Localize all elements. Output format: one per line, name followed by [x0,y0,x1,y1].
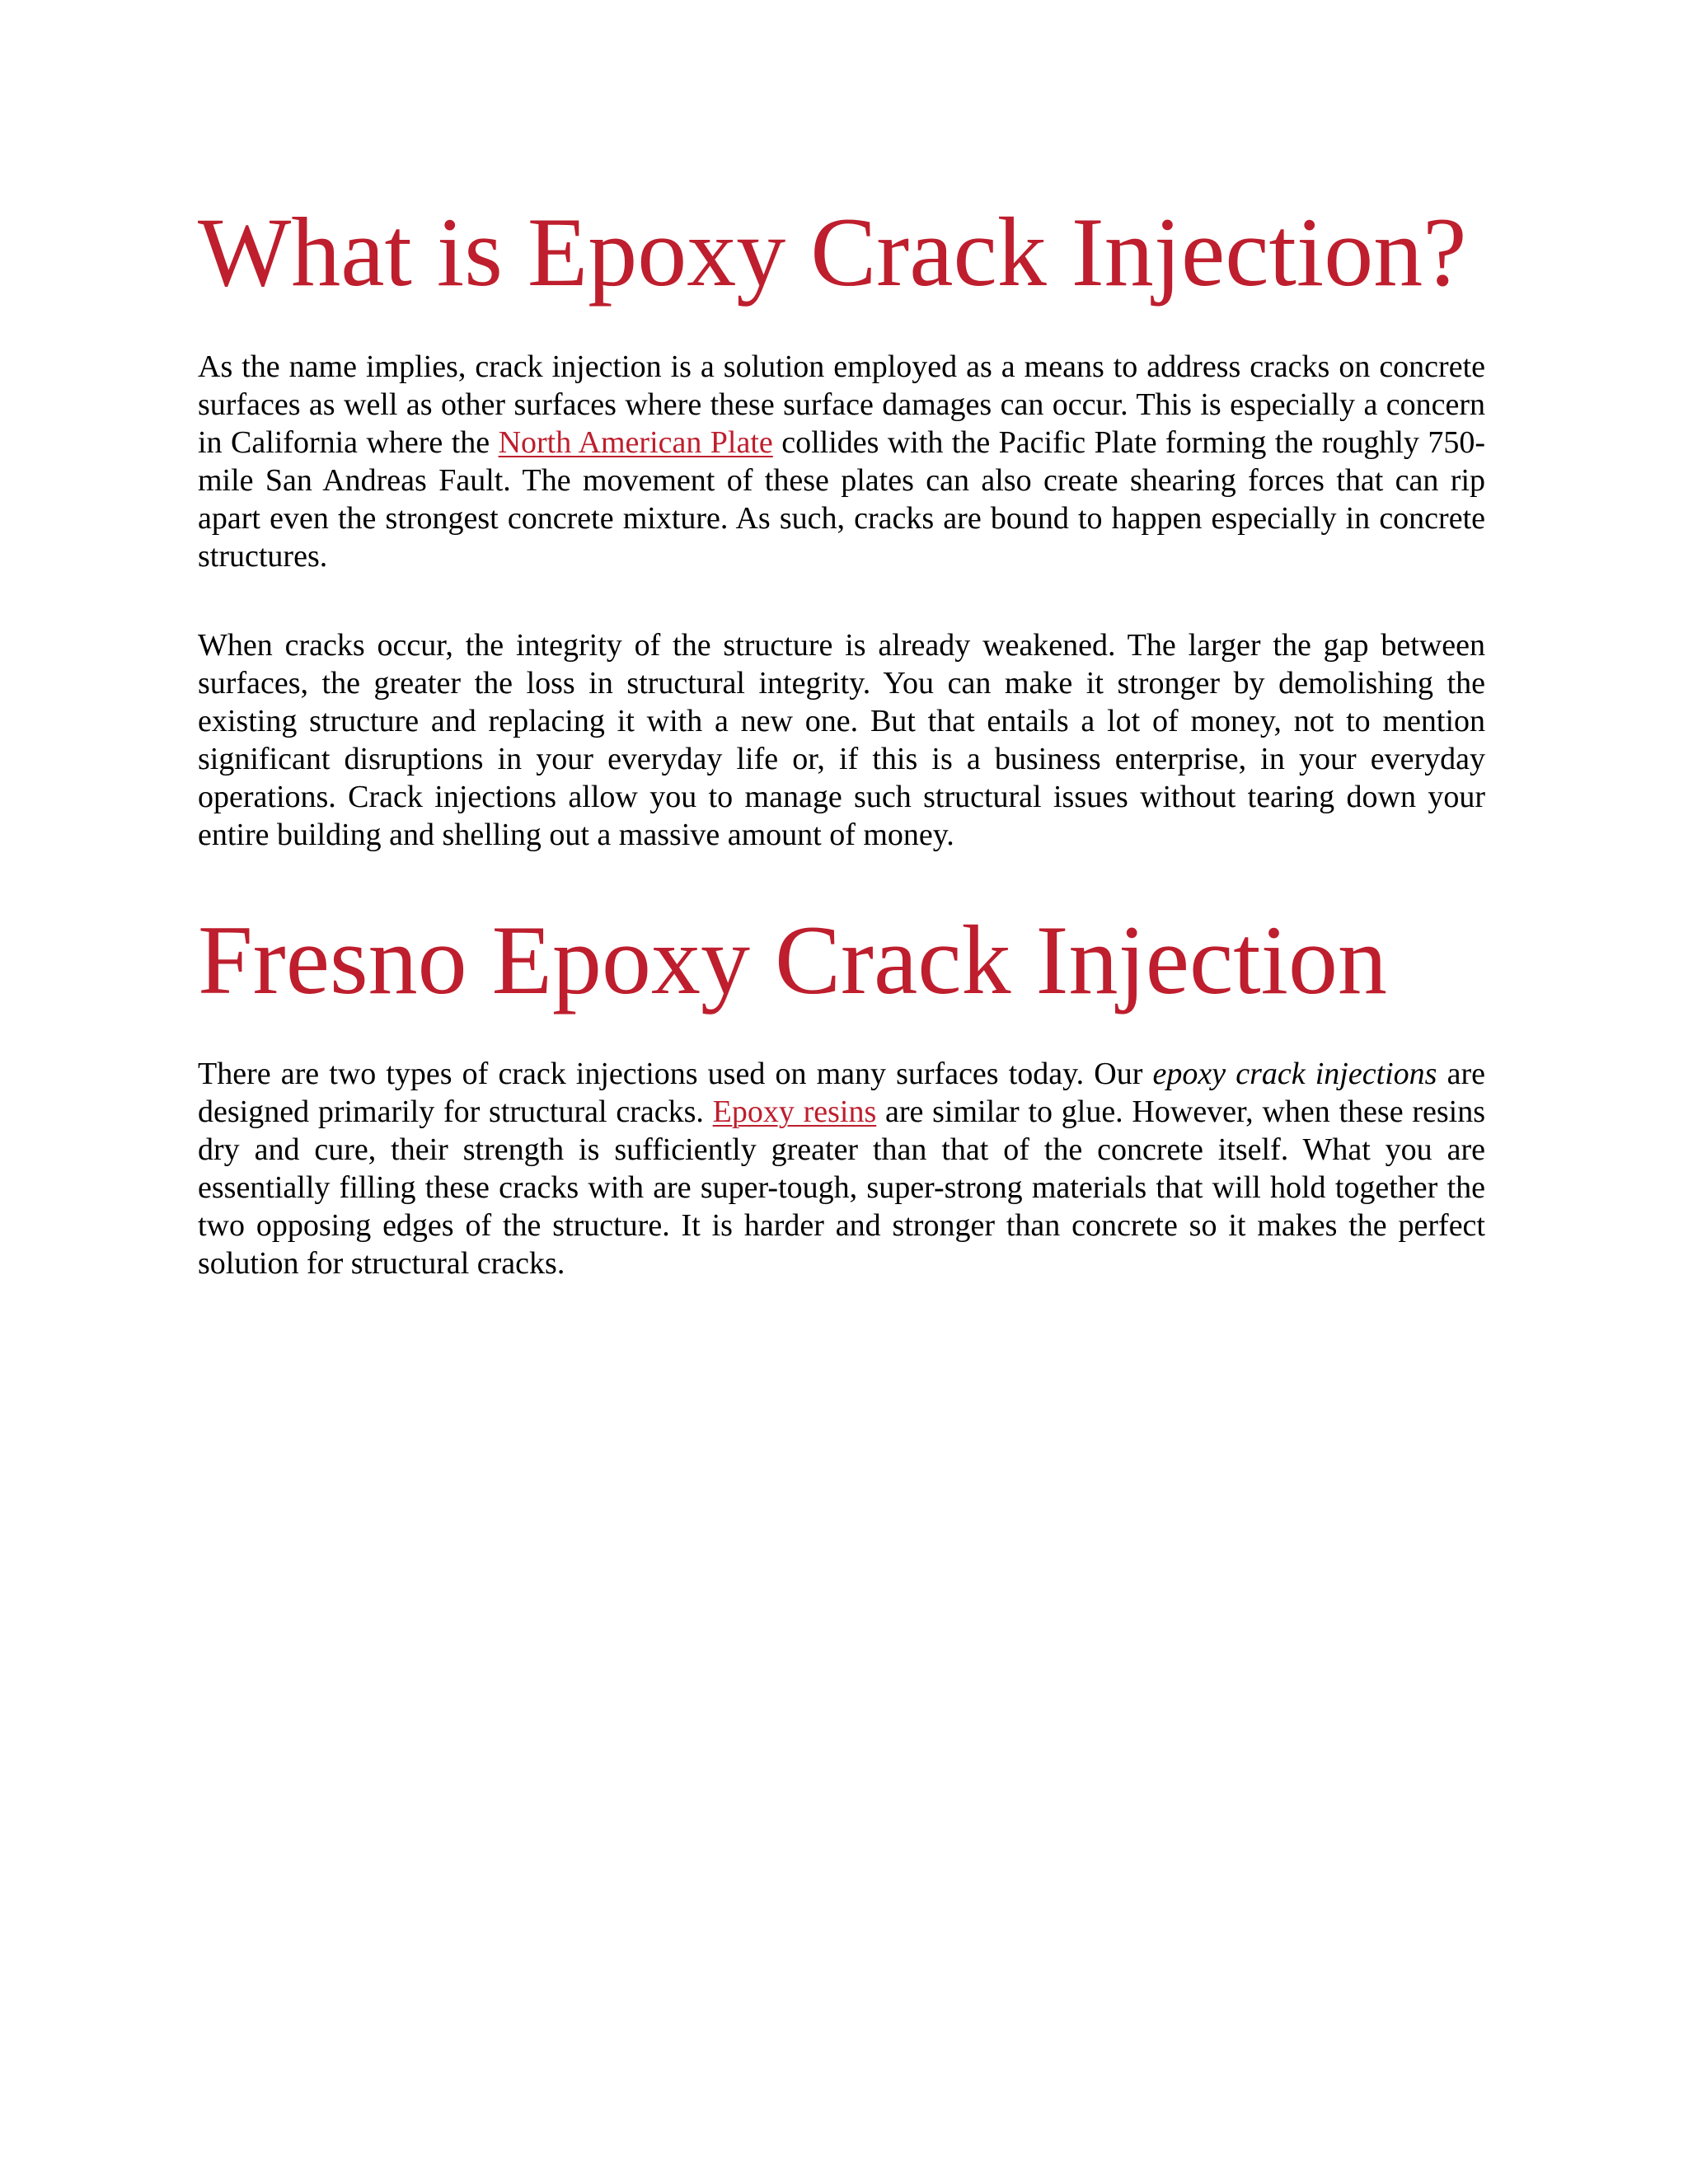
link-north-american-plate[interactable]: North American Plate [498,425,773,460]
heading-what-is-epoxy-crack-injection: What is Epoxy Crack Injection? [198,197,1467,307]
paragraph-intro-text-a: As the name implies, crack injection is a solution employed as a means to address cracks on concrete surfaces as well as other surfaces where these surface damages can occur. This is especially a concern in California where the [198,349,1485,460]
paragraph-intro [198,348,1485,575]
paragraph-intro-text-b: collides with the Pacific Plate forming the roughly 750-mile San Andreas Fault. The movement of these plates can also create shearing forces that can rip apart even the strongest concrete mixture. As such, cracks are bound to happen especially in concrete structures. [198,425,1485,574]
paragraph-types-text-c: are similar to glue. However, when these resins dry and cure, their strength is sufficiently greater than that of the concrete itself. What you are essentially filling these cracks with are super-tough, super-strong materials that will hold together the two opposing edges of the structure. It is harder and stronger than concrete so it makes the perfect solution for structural cracks. [198,1094,1485,1281]
link-epoxy-resins[interactable]: Epoxy resins [712,1094,877,1129]
paragraph-types-text-b: are designed primarily for structural cracks. [198,1057,1485,1129]
heading-fresno-epoxy-crack-injection: Fresno Epoxy Crack Injection [198,905,1387,1015]
paragraph-types [198,1055,1485,1282]
paragraph-types-italic: epoxy crack injections [1152,1057,1437,1091]
paragraph-integrity: When cracks occur, the integrity of the structure is already weakened. The larger the gap between surfaces, the greater the loss in structural integrity. You can make it stronger by demolishing the existing structure and replacing it with a new one. But that entails a lot of money, not to mention significant disruptions in your everyday life or, if this is a business enterprise, in your everyday operations. Crack injections allow you to manage such structural issues without tearing down your entire building and shelling out a massive amount of money. [198,628,1485,852]
paragraph-types-text-a: There are two types of crack injections used on many surfaces today. Our [198,1057,1153,1091]
